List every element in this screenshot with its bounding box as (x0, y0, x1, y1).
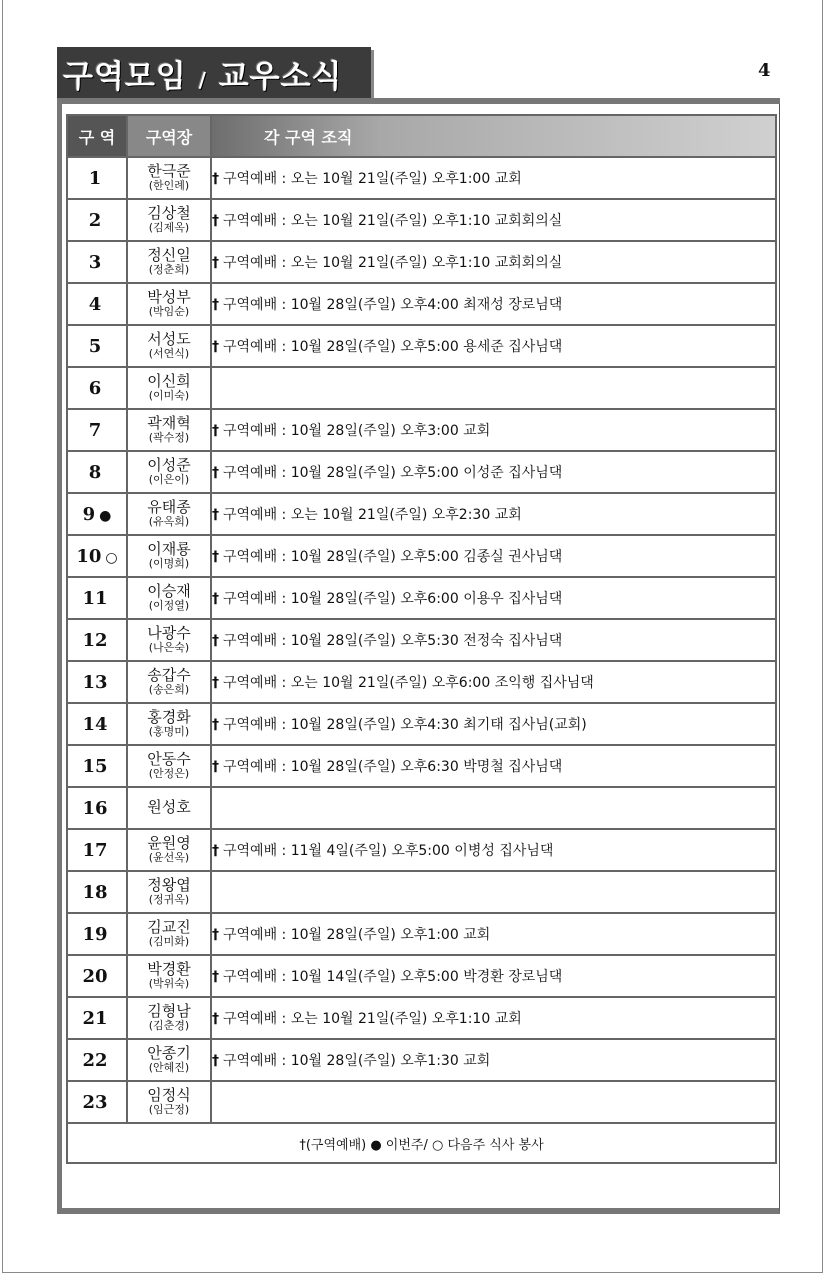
leader-name: 나광수 (147, 624, 191, 643)
district-leader (127, 367, 211, 409)
cross-icon: † (212, 1053, 219, 1069)
table-row (67, 955, 776, 997)
district-number (67, 283, 127, 325)
leader-spouse: (임근정) (148, 1103, 190, 1117)
district-number (67, 913, 127, 955)
leader-spouse: (박임순) (148, 305, 190, 319)
worship-info: 구역예배 : 10월 28일(주일) 오후5:00 김종실 권사님댁 (223, 549, 563, 565)
leader-name: 송갑수 (147, 666, 191, 685)
district-number-text: 5 (88, 335, 102, 357)
page-number: 4 (758, 60, 771, 81)
district-organization (211, 745, 776, 787)
district-number-text: 18 (82, 881, 108, 903)
district-organization (211, 661, 776, 703)
cross-icon: † (212, 969, 219, 985)
district-leader (127, 745, 211, 787)
table-row (67, 157, 776, 199)
district-organization (211, 493, 776, 535)
district-number (67, 157, 127, 199)
page-title (63, 51, 343, 96)
table-row (67, 745, 776, 787)
district-number (67, 871, 127, 913)
district-number-text: 15 (82, 755, 108, 777)
table-row (67, 913, 776, 955)
leader-name: 이성준 (147, 456, 191, 475)
district-leader (127, 1039, 211, 1081)
district-table (66, 114, 777, 1164)
district-organization (211, 871, 776, 913)
worship-info: 구역예배 : 10월 28일(주일) 오후1:30 교회 (223, 1053, 491, 1069)
table-row (67, 283, 776, 325)
table-row (67, 997, 776, 1039)
district-number (67, 1039, 127, 1081)
district-number-text: 9 (82, 503, 96, 525)
legend-row (67, 1123, 776, 1163)
leader-name: 서성도 (147, 330, 191, 349)
leader-name: 정왕엽 (147, 876, 191, 895)
district-leader (127, 955, 211, 997)
leader-name: 박성부 (147, 288, 191, 307)
leader-spouse: (김춘경) (148, 1019, 190, 1033)
district-number (67, 409, 127, 451)
cross-icon: † (212, 591, 219, 607)
district-organization (211, 199, 776, 241)
worship-info: 구역예배 : 10월 28일(주일) 오후6:00 이용우 집사님댁 (223, 591, 563, 607)
cross-icon: † (212, 213, 219, 229)
worship-info: 구역예배 : 오는 10월 21일(주일) 오후6:00 조익행 집사님댁 (223, 675, 594, 691)
leader-spouse: (정춘희) (148, 263, 190, 277)
district-number-text: 2 (88, 209, 102, 231)
title-sub: 교우소식 (218, 59, 343, 95)
column-header-district: 구 역 (67, 115, 127, 157)
worship-info: 구역예배 : 10월 28일(주일) 오후3:00 교회 (223, 423, 491, 439)
column-header-organization: 각 구역 조직 (211, 115, 776, 157)
district-leader (127, 577, 211, 619)
district-organization (211, 829, 776, 871)
leader-name: 안동수 (147, 750, 191, 769)
district-organization (211, 913, 776, 955)
leader-spouse: (윤선옥) (148, 851, 190, 865)
leader-name: 안종기 (147, 1044, 191, 1063)
leader-spouse: (박위숙) (148, 977, 190, 991)
district-number-text: 6 (88, 377, 102, 399)
district-leader (127, 199, 211, 241)
district-number (67, 535, 127, 577)
district-number (67, 451, 127, 493)
table-row (67, 1081, 776, 1123)
leader-name: 이승재 (147, 582, 191, 601)
district-number (67, 787, 127, 829)
leader-name: 김교진 (147, 918, 191, 937)
district-leader (127, 619, 211, 661)
table-row (67, 703, 776, 745)
district-number (67, 577, 127, 619)
title-separator: / (198, 68, 207, 92)
district-leader (127, 787, 211, 829)
district-number (67, 703, 127, 745)
table-row (67, 1039, 776, 1081)
district-number-text: 16 (82, 797, 108, 819)
leader-name: 박경환 (147, 960, 191, 979)
cross-icon: † (212, 759, 219, 775)
worship-info: 구역예배 : 10월 28일(주일) 오후5:00 용세준 집사님댁 (223, 339, 563, 355)
district-leader (127, 871, 211, 913)
worship-info: 구역예배 : 11월 4일(주일) 오후5:00 이병성 집사님댁 (223, 843, 554, 859)
worship-info: 구역예배 : 10월 28일(주일) 오후5:00 이성준 집사님댁 (223, 465, 563, 481)
leader-name: 윤원영 (147, 834, 191, 853)
district-leader (127, 535, 211, 577)
table-row (67, 577, 776, 619)
district-number-text: 14 (82, 713, 108, 735)
column-header-leader: 구역장 (127, 115, 211, 157)
district-leader (127, 325, 211, 367)
cross-icon: † (212, 633, 219, 649)
district-number (67, 745, 127, 787)
district-number-text: 11 (82, 587, 108, 609)
district-number-text: 17 (82, 839, 108, 861)
cross-icon: † (212, 927, 219, 943)
district-leader (127, 997, 211, 1039)
district-leader (127, 1081, 211, 1123)
district-leader (127, 241, 211, 283)
table-row (67, 409, 776, 451)
district-number-text: 20 (82, 965, 108, 987)
leader-name: 한극준 (147, 162, 191, 181)
cross-icon: † (212, 423, 219, 439)
district-number (67, 493, 127, 535)
meal-service-marker: ○ (105, 549, 118, 566)
cross-icon: † (212, 255, 219, 271)
table-row (67, 535, 776, 577)
leader-name: 이신희 (147, 372, 191, 391)
district-leader (127, 829, 211, 871)
worship-info: 구역예배 : 오는 10월 21일(주일) 오후1:00 교회 (223, 171, 522, 187)
district-number-text: 13 (82, 671, 108, 693)
leader-name: 정신일 (147, 246, 191, 265)
district-leader (127, 409, 211, 451)
cross-icon: † (212, 507, 219, 523)
district-number (67, 199, 127, 241)
leader-spouse: (안혜진) (148, 1061, 190, 1075)
table-header-row (67, 115, 776, 157)
cross-icon: † (212, 339, 219, 355)
district-organization (211, 703, 776, 745)
leader-spouse: (이정열) (148, 599, 190, 613)
table-row (67, 325, 776, 367)
cross-icon: † (212, 675, 219, 691)
district-number (67, 367, 127, 409)
district-number-text: 8 (88, 461, 102, 483)
leader-name: 유태종 (147, 498, 191, 517)
meal-service-marker: ● (99, 507, 112, 524)
worship-info: 구역예배 : 10월 28일(주일) 오후4:30 최기태 집사님(교회) (223, 717, 587, 733)
district-leader (127, 913, 211, 955)
table-row (67, 199, 776, 241)
leader-name: 임정식 (147, 1086, 191, 1105)
page-title-box (57, 47, 371, 98)
district-number-text: 21 (82, 1007, 108, 1029)
leader-name: 곽재혁 (147, 414, 191, 433)
leader-spouse: (김제옥) (148, 221, 190, 235)
district-organization (211, 241, 776, 283)
worship-info: 구역예배 : 10월 28일(주일) 오후4:00 최재성 장로님댁 (223, 297, 563, 313)
worship-info: 구역예배 : 10월 14일(주일) 오후5:00 박경환 장로님댁 (223, 969, 563, 985)
district-number (67, 661, 127, 703)
leader-spouse: (송은희) (148, 683, 190, 697)
district-number-text: 23 (82, 1091, 108, 1113)
leader-spouse: (홍명미) (148, 725, 190, 739)
district-organization (211, 955, 776, 997)
worship-info: 구역예배 : 오는 10월 21일(주일) 오후1:10 교회 (223, 1011, 522, 1027)
leader-spouse: (안정은) (148, 767, 190, 781)
cross-icon: † (212, 171, 219, 187)
district-leader (127, 283, 211, 325)
leader-spouse: (정귀옥) (148, 893, 190, 907)
leader-name: 홍경화 (147, 708, 191, 727)
district-leader (127, 451, 211, 493)
table-row (67, 493, 776, 535)
table-row (67, 619, 776, 661)
district-number-text: 10 (76, 545, 102, 567)
district-number-text: 3 (88, 251, 102, 273)
district-number (67, 325, 127, 367)
leader-spouse: (서연식) (148, 347, 190, 361)
district-number-text: 1 (88, 167, 102, 189)
district-organization (211, 325, 776, 367)
worship-info: 구역예배 : 10월 28일(주일) 오후6:30 박명철 집사님댁 (223, 759, 563, 775)
leader-spouse: (곽수정) (148, 431, 190, 445)
title-main: 구역모임 (63, 59, 187, 95)
leader-name: 김상철 (147, 204, 191, 223)
leader-spouse: (이명희) (148, 557, 190, 571)
worship-info: 구역예배 : 오는 10월 21일(주일) 오후2:30 교회 (223, 507, 522, 523)
legend-text: †(구역예배) ● 이번주/ ○ 다음주 식사 봉사 (67, 1123, 776, 1163)
district-number (67, 619, 127, 661)
frame-top-bar (57, 98, 780, 104)
district-organization (211, 577, 776, 619)
cross-icon: † (212, 717, 219, 733)
district-organization (211, 1081, 776, 1123)
cross-icon: † (212, 549, 219, 565)
district-organization (211, 1039, 776, 1081)
district-organization (211, 619, 776, 661)
leader-spouse: (이은이) (148, 473, 190, 487)
district-number (67, 829, 127, 871)
district-number-text: 7 (88, 419, 102, 441)
table-row (67, 829, 776, 871)
district-organization (211, 367, 776, 409)
leader-spouse: (나은숙) (148, 641, 190, 655)
worship-info: 구역예배 : 오는 10월 21일(주일) 오후1:10 교회회의실 (223, 213, 563, 229)
table-row (67, 661, 776, 703)
table-row (67, 451, 776, 493)
worship-info: 구역예배 : 10월 28일(주일) 오후1:00 교회 (223, 927, 491, 943)
worship-info: 구역예배 : 오는 10월 21일(주일) 오후1:10 교회회의실 (223, 255, 563, 271)
district-leader (127, 703, 211, 745)
leader-spouse: (한인례) (148, 179, 190, 193)
leader-spouse: (이미숙) (148, 389, 190, 403)
district-organization (211, 787, 776, 829)
district-organization (211, 997, 776, 1039)
worship-info: 구역예배 : 10월 28일(주일) 오후5:30 전정숙 집사님댁 (223, 633, 563, 649)
table-row (67, 241, 776, 283)
district-organization (211, 535, 776, 577)
district-organization (211, 451, 776, 493)
leader-name: 원성호 (147, 798, 191, 817)
cross-icon: † (212, 1011, 219, 1027)
leader-name: 이재룡 (147, 540, 191, 559)
leader-name: 김형남 (147, 1002, 191, 1021)
district-number-text: 12 (82, 629, 108, 651)
district-leader (127, 493, 211, 535)
district-number-text: 19 (82, 923, 108, 945)
cross-icon: † (212, 465, 219, 481)
district-number (67, 241, 127, 283)
table-row (67, 871, 776, 913)
table-row (67, 787, 776, 829)
table-row (67, 367, 776, 409)
district-number-text: 4 (88, 293, 102, 315)
district-organization (211, 157, 776, 199)
cross-icon: † (212, 297, 219, 313)
district-leader (127, 157, 211, 199)
cross-icon: † (212, 843, 219, 859)
district-organization (211, 409, 776, 451)
leader-spouse: (김미화) (148, 935, 190, 949)
district-number (67, 997, 127, 1039)
district-leader (127, 661, 211, 703)
district-number (67, 955, 127, 997)
district-number-text: 22 (82, 1049, 108, 1071)
district-number (67, 1081, 127, 1123)
leader-spouse: (유옥희) (148, 515, 190, 529)
district-organization (211, 283, 776, 325)
